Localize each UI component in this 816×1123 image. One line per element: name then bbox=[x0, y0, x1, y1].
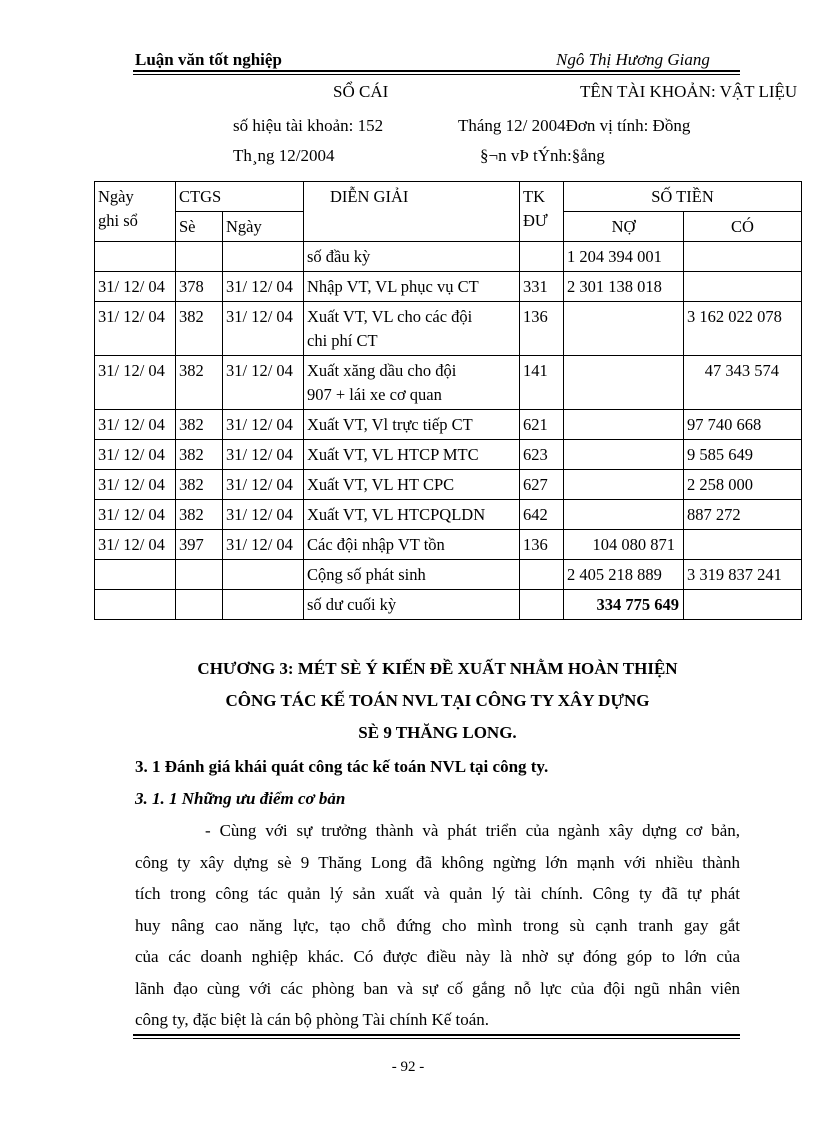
cell-date2: 31/ 12/ 04 bbox=[223, 302, 304, 356]
cell-co: 887 272 bbox=[684, 500, 802, 530]
cell-date: 31/ 12/ 04 bbox=[95, 530, 176, 560]
cell-co bbox=[684, 590, 802, 620]
cell-date: 31/ 12/ 04 bbox=[95, 500, 176, 530]
cell-co bbox=[684, 272, 802, 302]
paragraph-line: - Cùng với sự trưởng thành và phát triển của ngành xây dựng cơ bản, bbox=[205, 821, 740, 840]
col-header-no: NỢ bbox=[564, 212, 684, 242]
col-header-ngay: Ngày bbox=[223, 212, 304, 242]
table-row bbox=[95, 242, 802, 272]
cell-no bbox=[564, 410, 684, 440]
cell-no: 104 080 871 bbox=[564, 530, 684, 560]
cell-num: 397 bbox=[176, 530, 223, 560]
cell-date: 31/ 12/ 04 bbox=[95, 410, 176, 440]
cell-co: 3 162 022 078 bbox=[684, 302, 802, 356]
cell-date2: 31/ 12/ 04 bbox=[223, 272, 304, 302]
cell-tk: 623 bbox=[520, 440, 564, 470]
cell-no: 334 775 649 bbox=[564, 590, 684, 620]
garbled-month: Th¸ng 12/2004 bbox=[233, 146, 335, 165]
col-header-co: CÓ bbox=[684, 212, 802, 242]
cell-tk: 621 bbox=[520, 410, 564, 440]
cell-desc: Xuất xăng dầu cho đội 907 + lái xe cơ quan bbox=[304, 356, 520, 410]
col-header-dien-giai: DIỄN GIẢI bbox=[304, 182, 520, 242]
cell-no bbox=[564, 470, 684, 500]
chapter-title-line3: SÈ 9 THĂNG LONG. bbox=[358, 723, 517, 742]
cell-num bbox=[176, 242, 223, 272]
cell-co bbox=[684, 242, 802, 272]
cell-co: 47 343 574 bbox=[684, 356, 802, 410]
cell-desc: Xuất VT, Vl trực tiếp CT bbox=[304, 410, 520, 440]
cell-no bbox=[564, 440, 684, 470]
chapter-title-line1: CHƯƠNG 3: MÉT SÈ Ý KIẾN ĐỀ XUẤT NHẰM HOÀN THIỆN bbox=[197, 659, 678, 678]
cell-num bbox=[176, 560, 223, 590]
col-header-ctgs: CTGS bbox=[176, 182, 304, 212]
table-row bbox=[95, 590, 802, 620]
cell-tk: 136 bbox=[520, 302, 564, 356]
paragraph-line: tích trong công tác quản lý sản xuất và quản lý tài chính. Công ty đã tự phát bbox=[135, 884, 740, 903]
header-rule bbox=[133, 70, 740, 72]
table-row bbox=[95, 560, 802, 590]
cell-co bbox=[684, 530, 802, 560]
cell-date2: 31/ 12/ 04 bbox=[223, 500, 304, 530]
cell-co: 2 258 000 bbox=[684, 470, 802, 500]
cell-desc: Các đội nhập VT tồn bbox=[304, 530, 520, 560]
col-header-so-tien: SỐ TIỀN bbox=[564, 182, 802, 212]
cell-num: 382 bbox=[176, 470, 223, 500]
cell-tk: 642 bbox=[520, 500, 564, 530]
cell-date2: 31/ 12/ 04 bbox=[223, 530, 304, 560]
cell-co: 97 740 668 bbox=[684, 410, 802, 440]
body-paragraph bbox=[135, 815, 740, 1036]
cell-date: 31/ 12/ 04 bbox=[95, 356, 176, 410]
table-row bbox=[95, 500, 802, 530]
cell-date bbox=[95, 560, 176, 590]
account-number: số hiệu tài khoản: 152 bbox=[233, 116, 384, 135]
cell-tk bbox=[520, 560, 564, 590]
cell-num: 382 bbox=[176, 500, 223, 530]
cell-tk bbox=[520, 590, 564, 620]
garbled-unit: §¬n vÞ tÝnh:§ång bbox=[480, 146, 605, 165]
paragraph-line: của các doanh nghiệp khác. Có được điều này là nhờ sự đóng góp to lớn của bbox=[135, 947, 740, 966]
cell-desc: Xuất VT, VL HTCP MTC bbox=[304, 440, 520, 470]
cell-tk: 136 bbox=[520, 530, 564, 560]
table-row bbox=[95, 272, 802, 302]
cell-num: 382 bbox=[176, 302, 223, 356]
cell-num: 378 bbox=[176, 272, 223, 302]
cell-num: 382 bbox=[176, 356, 223, 410]
cell-no: 2 405 218 889 bbox=[564, 560, 684, 590]
cell-co: 3 319 837 241 bbox=[684, 560, 802, 590]
month-unit: Tháng 12/ 2004Đơn vị tính: Đồng bbox=[458, 116, 691, 135]
table-row bbox=[95, 470, 802, 500]
cell-date: 31/ 12/ 04 bbox=[95, 272, 176, 302]
cell-tk: 627 bbox=[520, 470, 564, 500]
cell-tk: 141 bbox=[520, 356, 564, 410]
cell-desc: Xuất VT, VL HT CPC bbox=[304, 470, 520, 500]
cell-date bbox=[95, 590, 176, 620]
cell-date bbox=[95, 242, 176, 272]
chapter-title-line2: CÔNG TÁC KẾ TOÁN NVL TẠI CÔNG TY XÂY DỰNG bbox=[225, 691, 650, 710]
cell-desc: Cộng số phát sinh bbox=[304, 560, 520, 590]
cell-date2 bbox=[223, 242, 304, 272]
cell-num: 382 bbox=[176, 410, 223, 440]
page-number: - 92 - bbox=[391, 1059, 425, 1075]
table-row bbox=[95, 356, 802, 410]
subsection-heading: 3. 1. 1 Những ưu điểm cơ bản bbox=[135, 789, 346, 808]
paragraph-line: huy nâng cao năng lực, tạo chỗ đứng cho mình trong sù cạnh tranh gay gắt bbox=[135, 915, 740, 935]
table-row bbox=[95, 410, 802, 440]
table-row bbox=[95, 530, 802, 560]
cell-co: 9 585 649 bbox=[684, 440, 802, 470]
cell-desc: Nhập VT, VL phục vụ CT bbox=[304, 272, 520, 302]
cell-no: 2 301 138 018 bbox=[564, 272, 684, 302]
cell-date2: 31/ 12/ 04 bbox=[223, 440, 304, 470]
cell-num bbox=[176, 590, 223, 620]
header-title: Luận văn tốt nghiệp bbox=[135, 50, 282, 69]
cell-desc: Xuất VT, VL cho các đội chi phí CT bbox=[304, 302, 520, 356]
account-name: TÊN TÀI KHOẢN: VẬT LIỆU bbox=[580, 82, 798, 101]
header-rule-thin bbox=[133, 74, 740, 75]
col-header-so: Sè bbox=[176, 212, 223, 242]
cell-desc: số dư cuối kỳ bbox=[304, 590, 520, 620]
cell-no bbox=[564, 356, 684, 410]
ledger-title: SỔ CÁI bbox=[333, 82, 389, 101]
paragraph-line: công ty xây dựng sè 9 Thăng Long đã không ngừng lớn mạnh với nhiều thành bbox=[135, 852, 740, 872]
header-author: Ngô Thị Hương Giang bbox=[556, 50, 710, 69]
table-row bbox=[95, 440, 802, 470]
cell-tk: 331 bbox=[520, 272, 564, 302]
cell-date2 bbox=[223, 590, 304, 620]
col-header-ngay-ghi-so: Ngày ghi sổ bbox=[95, 182, 176, 242]
ledger-table bbox=[94, 181, 802, 620]
cell-date: 31/ 12/ 04 bbox=[95, 440, 176, 470]
cell-no: 1 204 394 001 bbox=[564, 242, 684, 272]
cell-date2: 31/ 12/ 04 bbox=[223, 410, 304, 440]
cell-date: 31/ 12/ 04 bbox=[95, 470, 176, 500]
cell-no bbox=[564, 302, 684, 356]
cell-date2 bbox=[223, 560, 304, 590]
cell-date2: 31/ 12/ 04 bbox=[223, 470, 304, 500]
cell-num: 382 bbox=[176, 440, 223, 470]
col-header-tk: TK ĐƯ bbox=[520, 182, 564, 242]
paragraph-line: công ty, đặc biệt là cán bộ phòng Tài chính Kế toán. bbox=[135, 1010, 490, 1029]
cell-desc: Xuất VT, VL HTCPQLDN bbox=[304, 500, 520, 530]
section-heading: 3. 1 Đánh giá khái quát công tác kế toán NVL tại công ty. bbox=[135, 757, 549, 776]
cell-date: 31/ 12/ 04 bbox=[95, 302, 176, 356]
cell-no bbox=[564, 500, 684, 530]
paragraph-line: lãnh đạo cùng với các phòng ban và sự cố gắng nỗ lực của đội ngũ nhân viên bbox=[135, 978, 740, 998]
cell-tk bbox=[520, 242, 564, 272]
footer-rule bbox=[133, 1034, 740, 1036]
cell-date2: 31/ 12/ 04 bbox=[223, 356, 304, 410]
footer-rule-thin bbox=[133, 1038, 740, 1039]
cell-desc: số đầu kỳ bbox=[304, 242, 520, 272]
table-row bbox=[95, 302, 802, 356]
